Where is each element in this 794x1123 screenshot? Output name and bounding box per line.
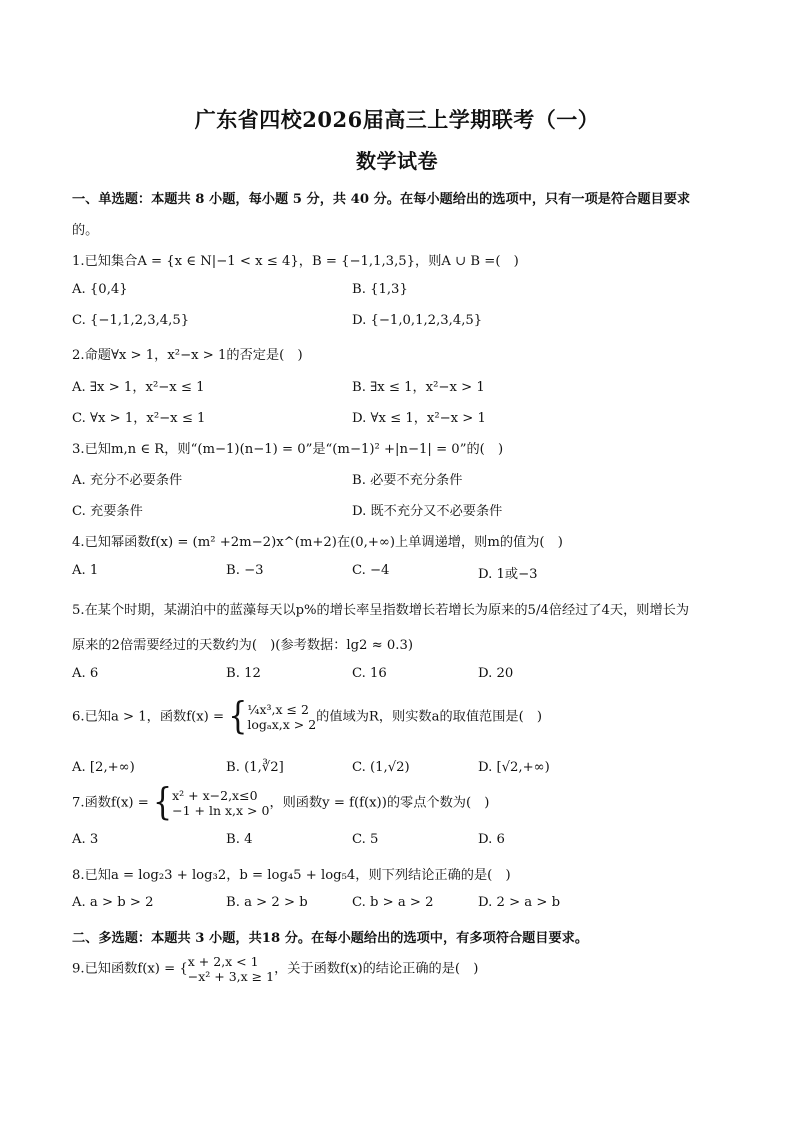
q2-option-b: B. ∃x ≤ 1，x²−x > 1 — [352, 380, 485, 395]
q1-option-b: B. {1,3} — [352, 282, 408, 297]
q4-stem: 4.已知幂函数f(x) = (m² +2m−2)x^(m+2)在(0,+∞)上单调递增，则m的值为( ) — [72, 535, 563, 550]
section1-heading-cont: 的。 — [72, 223, 99, 238]
q6-stem — [72, 694, 543, 739]
q6-option-b: B. (1,∛2] — [226, 760, 284, 775]
q6-stem-prefix: 6.已知a > 1，函数f(x) = — [72, 709, 225, 725]
q1-stem: 1.已知集合A = {x ∈ N|−1 < x ≤ 4}，B = {−1,1,3,5}，则A ∪ B =( ) — [72, 254, 519, 269]
q6-option-c: C. (1,√2) — [352, 760, 410, 775]
q7-pieces — [172, 788, 269, 818]
page-subtitle: 数学试卷 — [356, 149, 438, 173]
q3-option-b: B. 必要不充分条件 — [352, 473, 463, 488]
q7-option-c: C. 5 — [352, 832, 379, 847]
q3-option-c: C. 充要条件 — [72, 504, 143, 519]
q5-stem-line1: 5.在某个时期，某湖泊中的蓝藻每天以p%的增长率呈指数增长若增长为原来的5/4倍经过了4天，则增长为 — [72, 603, 690, 618]
q8-option-b: B. a > 2 > b — [226, 895, 308, 910]
q3-stem: 3.已知m,n ∈ R，则“(m−1)(n−1) = 0”是“(m−1)² +|n−1| = 0”的( ) — [72, 442, 504, 457]
q9-stem — [72, 954, 478, 984]
q6-piece-2: logₐx,x > 2 — [247, 717, 317, 732]
q6-piece-1: ¼x³,x ≤ 2 — [247, 702, 309, 717]
q4-option-b: B. −3 — [226, 563, 264, 578]
q8-option-d: D. 2 > a > b — [478, 895, 561, 910]
q7-option-d: D. 6 — [478, 832, 505, 847]
q4-option-c: C. −4 — [352, 563, 390, 578]
q1-option-a: A. {0,4} — [72, 282, 128, 297]
q7-stem — [72, 780, 490, 825]
q1-option-d: D. {−1,0,1,2,3,4,5} — [352, 313, 483, 328]
q2-stem: 2.命题∀x > 1，x²−x > 1的否定是( ) — [72, 348, 303, 363]
q1-option-c: C. {−1,1,2,3,4,5} — [72, 313, 190, 328]
q2-option-c: C. ∀x > 1，x²−x ≤ 1 — [72, 411, 206, 426]
q6-brace: { — [228, 694, 248, 739]
section2-heading: 二、多选题：本题共 3 小题，共18 分。在每小题给出的选项中，有多项符合题目要求。 — [72, 931, 589, 946]
q7-stem-suffix: ，则函数y = f(f(x))的零点个数为( ) — [269, 795, 490, 811]
q7-piece-2: −1 + ln x,x > 0 — [172, 803, 270, 818]
q6-option-d: D. [√2,+∞) — [478, 760, 550, 775]
q9-stem-prefix: 9.已知函数f(x) = { — [72, 961, 188, 977]
q9-piece-1: x + 2,x < 1 — [187, 954, 259, 969]
section1-heading: 一、单选题：本题共 8 小题，每小题 5 分，共 40 分。在每小题给出的选项中，只有一项是符合题目要求 — [72, 192, 691, 207]
q5-option-a: A. 6 — [72, 666, 99, 681]
q6-option-a: A. [2,+∞) — [72, 760, 135, 775]
q7-brace: { — [153, 780, 173, 825]
q4-option-a: A. 1 — [72, 563, 99, 578]
q7-option-b: B. 4 — [226, 832, 253, 847]
q5-stem-line2: 原来的2倍需要经过的天数约为( )(参考数据：lg2 ≈ 0.3) — [72, 638, 413, 653]
q9-pieces — [188, 954, 274, 984]
q9-stem-suffix: ，关于函数f(x)的结论正确的是( ) — [274, 961, 479, 977]
q3-option-d: D. 既不充分又不必要条件 — [352, 504, 503, 519]
page-title: 广东省四校2026届高三上学期联考（一） — [194, 107, 600, 132]
q5-option-c: C. 16 — [352, 666, 387, 681]
q2-option-a: A. ∃x > 1，x²−x ≤ 1 — [72, 380, 205, 395]
q2-option-d: D. ∀x ≤ 1，x²−x > 1 — [352, 411, 486, 426]
q9-piece-2: −x² + 3,x ≥ 1 — [187, 969, 275, 984]
q7-stem-prefix: 7.函数f(x) = — [72, 795, 149, 811]
q8-stem: 8.已知a = log₂3 + log₃2，b = log₄5 + log₅4，则下列结论正确的是( ) — [72, 868, 511, 883]
q5-option-b: B. 12 — [226, 666, 261, 681]
q6-pieces — [247, 702, 316, 732]
q6-stem-suffix: 的值域为R，则实数a的取值范围是( ) — [316, 709, 543, 725]
q3-option-a: A. 充分不必要条件 — [72, 473, 183, 488]
q7-piece-1: x² + x−2,x≤0 — [172, 788, 258, 803]
q8-option-a: A. a > b > 2 — [72, 895, 154, 910]
q8-option-c: C. b > a > 2 — [352, 895, 434, 910]
q5-option-d: D. 20 — [478, 666, 514, 681]
q7-option-a: A. 3 — [72, 832, 99, 847]
q4-option-d: D. 1或−3 — [478, 567, 538, 582]
